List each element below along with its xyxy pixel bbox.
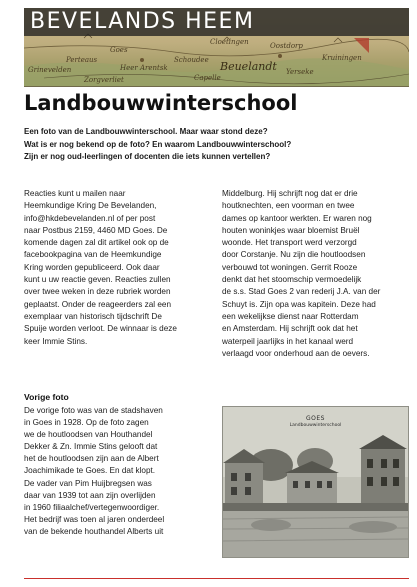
text-line: facebookpagina van de Heemkundige — [24, 250, 162, 260]
text-line: komende dagen zal dit artikel ook op de — [24, 238, 169, 248]
text-line: Heemkundige Kring De Bevelanden, — [24, 201, 157, 211]
text-line: houten woninkjes waar bloemist Bruël — [222, 225, 360, 235]
text-line: woonde. Het transport werd verzorgd — [222, 238, 357, 248]
map-label: Goes — [110, 46, 128, 54]
text-line: houtknechten, een voorman en twee — [222, 201, 355, 211]
text-line: dames op kantoor werkten. Er waren nog — [222, 213, 372, 223]
bottom-divider — [24, 578, 409, 579]
historic-photo — [222, 406, 409, 558]
text-line: waterpeil jaarlijks in het kanaal werd — [222, 336, 354, 346]
map-label: Heer Arentsk — [120, 64, 168, 72]
text-line: De vader van Pim Huijbregsen was — [24, 478, 152, 488]
text-line: Reacties kunt u mailen naar — [24, 189, 126, 198]
text-line: over twee weken in deze rubriek worden — [24, 287, 171, 297]
text-line: het de houtloodsen zijn aan de Albert — [24, 454, 159, 464]
article-headline: Landbouwwinterschool — [24, 91, 298, 115]
photo-caption: GOES — [306, 415, 325, 422]
intro-line: Zijn er nog oud-leerlingen of docenten die iets kunnen vertellen? — [24, 152, 271, 162]
text-line: in 1960 filiaalchef/vertegenwoordiger. — [24, 502, 160, 512]
photo-subcaption: Landbouwwinterschool — [289, 423, 342, 428]
text-line: Kring worden gepubliceerd. Ook daar — [24, 262, 160, 272]
intro-line: Wat is er nog bekend op de foto? En waarom Landbouwwinterschool? — [24, 139, 292, 149]
map-label: Cloetingen — [210, 38, 249, 46]
text-line: exemplaar van historisch tijdschrift De — [24, 311, 162, 321]
text-line: De vorige foto was van de stadshaven — [24, 406, 163, 415]
banner-title: BEVELANDS HEEM — [30, 9, 255, 34]
text-line: Dekker & Zn. Immie Stins gelooft dat — [24, 442, 158, 452]
map-label: Oostdorp — [270, 42, 303, 50]
left-column-text — [24, 188, 207, 348]
text-line: verbouwd tot woningen. Gerrit Rooze — [222, 262, 358, 272]
intro-line: Een foto van de Landbouwwinterschool. Maar waar stond deze? — [24, 127, 268, 136]
text-line: een wekelijkse dienst naar Rotterdam — [222, 311, 359, 321]
banner-title-bar — [24, 8, 409, 36]
text-line: geplaatst. Onder de reageerders zal een — [24, 299, 172, 309]
map-label: Yerseke — [286, 68, 314, 76]
text-line: naar Postbus 2159, 4460 MD Goes. De — [24, 225, 168, 235]
map-label: Kruiningen — [322, 54, 362, 62]
text-line: verlaagd voor onderhoud aan de oevers. — [222, 348, 370, 358]
text-line: in Goes in 1928. Op de foto zagen — [24, 418, 149, 428]
map-label: Capelle — [194, 74, 221, 82]
vorige-foto-heading: Vorige foto — [24, 392, 69, 402]
right-column-text — [222, 188, 410, 360]
text-line: kunt u uw reactie geven. Reacties zullen — [24, 275, 171, 285]
header-banner — [24, 8, 409, 87]
text-line: Joachimikade te Goes. En dat klopt. — [24, 466, 156, 476]
text-line: en Amsterdam. Hij schrijft ook dat het — [222, 324, 358, 334]
text-line: Schuyt is. Zijn opa was kapitein. Deze had — [222, 299, 376, 309]
text-line: keer Immie Stins. — [24, 336, 88, 346]
text-line: Middelburg. Hij schrijft nog dat er drie — [222, 189, 358, 198]
text-line: de s.s. Stad Goes 2 van rederij J.A. van der — [222, 287, 381, 297]
map-label: Zorgverliet — [84, 76, 124, 84]
text-line: we de houtloodsen van Houthandel — [24, 430, 153, 440]
text-line: Spuije worden verloot. De winnaar is deze — [24, 324, 177, 334]
photo-scene-illustration — [223, 407, 408, 557]
map-label: Beuelandt — [220, 60, 277, 73]
intro-questions — [24, 126, 404, 164]
text-line: Het bedrijf was toen al jaren onderdeel — [24, 514, 165, 524]
map-labels — [24, 36, 409, 86]
map-label: Grinevelden — [28, 66, 72, 74]
text-line: daar van 1939 tot aan zijn overlijden — [24, 490, 156, 500]
text-line: van de bekende houthandel Alberts uit — [24, 526, 164, 536]
map-label: Schoudee — [174, 56, 209, 64]
text-line: info@hkdebevelanden.nl of per post — [24, 213, 156, 223]
text-line: door Corstanje. Nu zijn die houtloodsen — [222, 250, 366, 260]
text-line: denkt dat het stoomschip vermoedelijk — [222, 275, 362, 285]
map-label: Perteaus — [66, 56, 98, 64]
vorige-foto-text — [24, 405, 164, 538]
